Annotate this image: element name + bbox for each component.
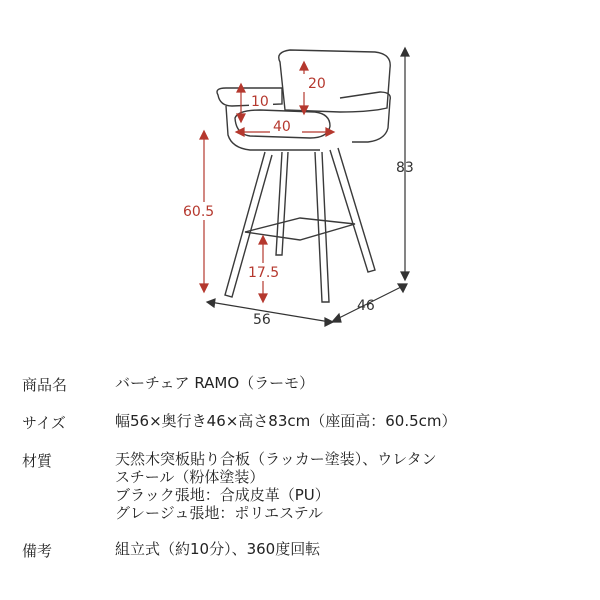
spec-label-material: 材質	[22, 452, 53, 470]
spec-line: バーチェア RAMO（ラーモ）	[115, 374, 315, 392]
width-label: 56	[253, 312, 271, 328]
spec-line: 天然木突板貼り合板（ラッカー塗装）、ウレタン	[115, 450, 437, 468]
spec-value-size	[115, 412, 457, 430]
leg-front-right	[315, 152, 329, 302]
spec-line: グレージュ張地：ポリエステル	[115, 504, 324, 522]
spec-label-size: サイズ	[22, 414, 66, 432]
right-arm-shape	[340, 92, 390, 142]
spec-value-product-name	[115, 374, 314, 392]
seat-height-label: 60.5	[183, 204, 215, 220]
spec-line: スチール（粉体塗装）	[115, 468, 265, 486]
footrest-ring	[245, 218, 355, 240]
armrest-height-label: 10	[251, 94, 269, 110]
depth-label: 46	[357, 298, 375, 314]
spec-line: ブラック張地：合成皮革（PU）	[115, 486, 330, 504]
spec-label-product-name: 商品名	[22, 376, 68, 394]
spec-line: 組立式（約10分）、360度回転	[115, 540, 321, 558]
spec-label-notes: 備考	[22, 542, 53, 560]
spec-value-notes	[115, 540, 320, 558]
seat-width-label: 40	[273, 119, 291, 135]
back-height-label: 20	[308, 76, 326, 92]
spec-value-material	[115, 450, 437, 522]
leg-back-left	[276, 152, 288, 255]
footrest-height-label: 17.5	[248, 265, 280, 281]
leg-back-right	[330, 148, 375, 272]
total-height-label: 83	[396, 160, 414, 176]
spec-line: 幅56×奥行き46×高さ83cm（座面高：60.5cm）	[115, 412, 457, 430]
